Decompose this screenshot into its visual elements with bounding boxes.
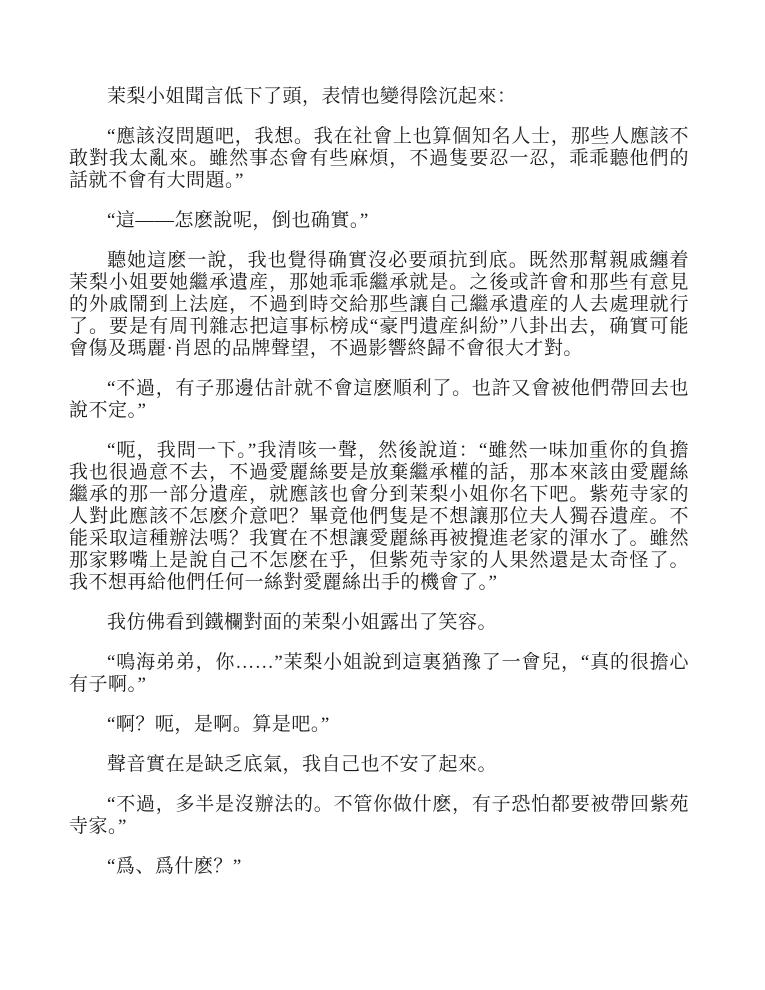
paragraph-dialogue-1: “應該沒問題吧，我想。我在社會上也算個知名人士，那些人應該不敢對我太亂來。雖然事态會有些麻煩，不過隻要忍一忍，乖乖聽他們的話就不會有大問題。” — [69, 126, 689, 191]
paragraph-narration-1: 茉梨小姐聞言低下了頭，表情也變得陰沉起來： — [107, 86, 517, 107]
paragraph-narration-2: 聽她這麽一說，我也覺得确實沒必要頑抗到底。既然那幫親戚纏着茉梨小姐要她繼承遺産，那她乖乖繼承就是。之後或許會和那些有意見的外戚鬧到上法庭，不過到時交給那些讓自己繼承遺産的人去處理就行了。要是有周刊雜志把這事标榜成“豪門遺産糾紛”八卦出去，确實可能會傷及瑪麗·肖恩的品牌聲望，不過影響終歸不會很大才對。 — [69, 250, 689, 359]
paragraph-dialogue-6: “啊？呃，是啊。算是吧。” — [107, 714, 330, 735]
page-text-block — [69, 86, 689, 878]
paragraph-dialogue-5: “鳴海弟弟，你……”茉梨小姐說到這裏猶豫了一會兒，“真的很擔心有子啊。” — [69, 652, 689, 695]
paragraph-dialogue-3: “不過，有子那邊估計就不會這麽順利了。也許又會被他們帶回去也說不定。” — [69, 378, 689, 421]
paragraph-dialogue-8: “爲、爲什麽？” — [107, 856, 242, 877]
paragraph-narration-3: 我仿佛看到鐵欄對面的茉梨小姐露出了笑容。 — [107, 612, 498, 633]
paragraph-narration-4: 聲音實在是缺乏底氣，我自己也不安了起來。 — [107, 754, 498, 775]
paragraph-dialogue-2: “這——怎麽說呢，倒也确實。” — [107, 210, 369, 231]
paragraph-dialogue-7: “不過，多半是沒辦法的。不管你做什麽，有子恐怕都要被帶回紫苑寺家。” — [69, 794, 689, 837]
paragraph-dialogue-4: “呃，我問一下。”我清咳一聲，然後說道：“雖然一味加重你的負擔我也很過意不去，不過愛麗絲要是放棄繼承權的話，那本來該由愛麗絲繼承的那一部分遺産，就應該也會分到茉梨小姐你名下吧。紫苑寺家的人對此應該不怎麽介意吧？畢竟他們隻是不想讓那位夫人獨吞遺産。不能采取這種辦法嗎？我實在不想讓愛麗絲再被攪進老家的渾水了。雖然那家夥嘴上是說自己不怎麽在乎，但紫苑寺家的人果然還是太奇怪了。我不想再給他們任何一絲對愛麗絲出手的機會了。” — [69, 440, 689, 593]
